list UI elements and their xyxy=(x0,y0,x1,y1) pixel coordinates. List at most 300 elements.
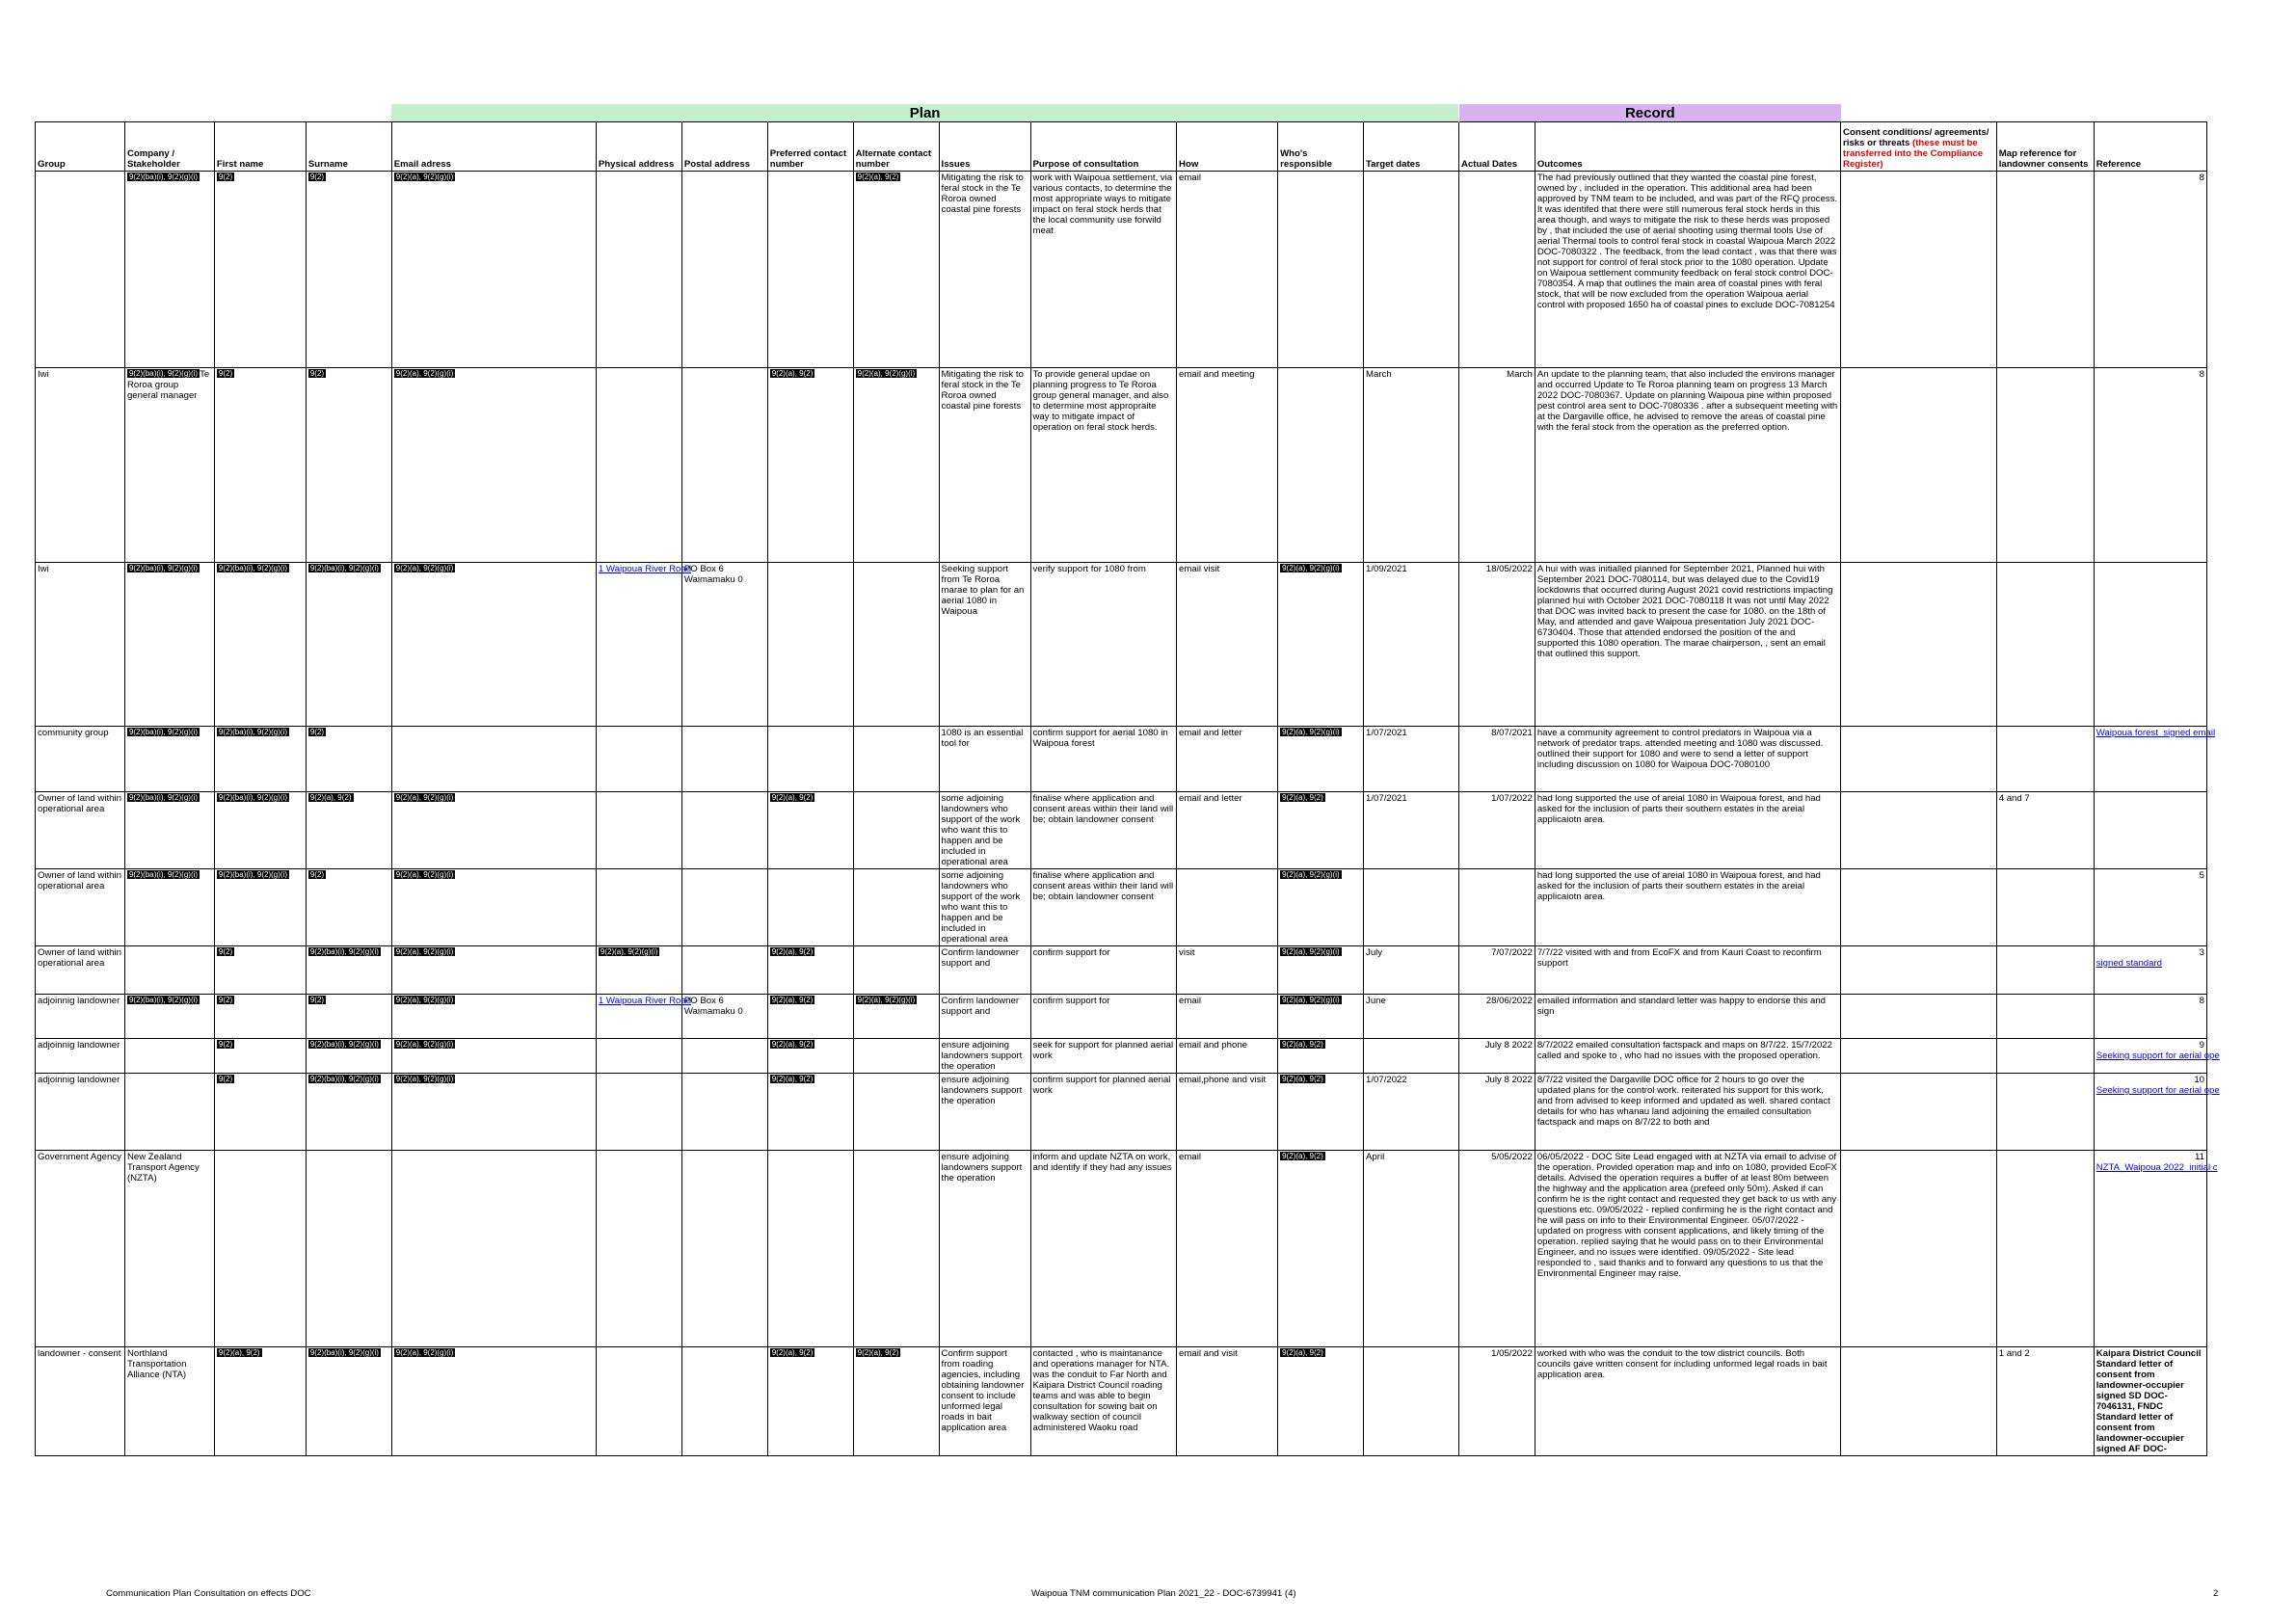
cell-map-reference xyxy=(1996,869,2094,946)
cell-actual-dates xyxy=(1459,172,1535,368)
cell-email xyxy=(391,727,596,792)
cell-company xyxy=(124,869,214,946)
cell-target-dates-text: March xyxy=(1366,369,1392,380)
cell-purpose-text: contacted , who is maintanance and operations manager for NTA. was the conduit to Far North and Kaipara District Council roading teams and was able to begin consultation for sowing bait on walkway section of council administered Waoku road xyxy=(1032,1348,1170,1433)
cell-how xyxy=(1177,946,1278,995)
table-row xyxy=(36,1347,2207,1456)
cell-actual-dates xyxy=(1459,1151,1535,1347)
cell-email xyxy=(391,1039,596,1074)
redaction-block: 9(2)(ba)(i), 9(2)(g)(i) xyxy=(128,173,199,181)
cell-whos-responsible xyxy=(1278,727,1364,792)
reference-link[interactable]: Seeking support for aerial ope xyxy=(2096,1051,2220,1061)
cell-preferred-contact xyxy=(767,172,853,368)
cell-whos-responsible xyxy=(1278,1074,1364,1151)
cell-reference xyxy=(2094,1039,2220,1074)
cell-company-text: New Zealand Transport Agency (NZTA) xyxy=(126,1152,200,1184)
reference-number: 10 xyxy=(2194,1075,2204,1085)
cell-preferred-contact xyxy=(767,792,853,869)
cell-issues-text: Mitigating the risk to feral stock in the Te Roroa owned coastal pine forests xyxy=(941,173,1024,215)
cell-issues xyxy=(939,1151,1030,1347)
cell-alternate-contact xyxy=(853,1039,939,1074)
redaction-block: 9(2)(a), 9(2)(g)(i) xyxy=(600,947,658,956)
cell-target-dates-text: 1/07/2021 xyxy=(1366,728,1407,738)
cell-company xyxy=(124,1074,214,1151)
cell-outcomes xyxy=(1535,792,1840,869)
redaction-block: 9(2)(a), 9(2)(g)(i) xyxy=(857,369,916,378)
cell-physical-address xyxy=(596,792,681,869)
cell-alternate-contact xyxy=(853,1151,939,1347)
cell-alternate-contact xyxy=(853,946,939,995)
cell-consent xyxy=(1841,1039,1997,1074)
cell-map-reference xyxy=(1996,368,2094,563)
redaction-block: 9(2)(a), 9(2)(g)(i) xyxy=(395,870,454,879)
cell-alternate-contact xyxy=(853,368,939,563)
cell-outcomes-text: 06/05/2022 - DOC Site Lead engaged with at NZTA via email to advise of the operation. Provided operation map and info on 1080, provided EcoFX details. Advised the operation requires a buffer of at least 80m between the highway and the application area (prefeed only 50m). Asked if can confirm he is the right contact and requested they get back to us with any questions etc. 09/05/2022 - replied confirming he is the right contact and he will pass on info to their Environmental Engineer. 05/07/2022 - updated on progress with consent applications, and likely timing of the operation. replied saying that he would pass on to their Environmental Engineer, and no issues were identified. 09/05/2022 - Site lead responded to , said thanks and to forward any questions to us that the Environmental Engineer may raise. xyxy=(1536,1152,1837,1279)
cell-physical-address xyxy=(596,172,681,368)
cell-actual-dates xyxy=(1459,1074,1535,1151)
cell-consent xyxy=(1841,1074,1997,1151)
redaction-block: 9(2) xyxy=(218,173,233,181)
cell-alternate-contact xyxy=(853,995,939,1039)
table-row xyxy=(36,1074,2207,1151)
cell-issues xyxy=(939,792,1030,869)
cell-surname xyxy=(306,727,391,792)
cell-postal-address xyxy=(681,1151,767,1347)
cell-how xyxy=(1177,172,1278,368)
cell-target-dates xyxy=(1364,1074,1459,1151)
cell-how-text: email xyxy=(1179,1152,1201,1162)
cell-actual-dates xyxy=(1459,869,1535,946)
cell-actual-dates xyxy=(1459,727,1535,792)
redaction-block: 9(2)(a), 9(2) xyxy=(309,793,352,802)
cell-outcomes xyxy=(1535,1151,1840,1347)
cell-surname xyxy=(306,563,391,727)
cell-first-name xyxy=(214,727,306,792)
cell-how-text: email,phone and visit xyxy=(1179,1075,1267,1085)
redaction-block: 9(2)(a), 9(2)(g)(i) xyxy=(395,1040,454,1049)
cell-group xyxy=(36,727,125,792)
cell-physical-address-text[interactable]: 1 Waipoua River Road xyxy=(598,564,692,574)
cell-purpose xyxy=(1030,1074,1177,1151)
cell-actual-dates xyxy=(1459,1039,1535,1074)
consent-header-note: (these must be transferred into the Compliance Register) xyxy=(1843,138,1984,170)
col-surname: Surname xyxy=(306,122,391,172)
redaction-block: 9(2) xyxy=(218,1040,233,1049)
cell-reference xyxy=(2094,792,2206,869)
cell-purpose xyxy=(1030,792,1177,869)
cell-physical-address xyxy=(596,995,692,1039)
cell-purpose-text: To provide general updae on planning progress to Te Roroa group general manager, and also to determine most appropraite way to mitigate impact of operation on feral stock herds. xyxy=(1032,369,1169,433)
cell-consent xyxy=(1841,1347,1997,1456)
cell-company xyxy=(124,1151,214,1347)
redaction-block: 9(2)(a), 9(2)(g)(i) xyxy=(395,1348,454,1357)
footer-center: Waipoua TNM communication Plan 2021_22 - DOC-6739941 (4) xyxy=(1031,1588,1296,1599)
cell-surname xyxy=(306,946,391,995)
cell-group xyxy=(36,995,125,1039)
cell-how-text: email and phone xyxy=(1179,1040,1247,1051)
redaction-block: 9(2) xyxy=(309,173,325,181)
col-outcomes: Outcomes xyxy=(1535,122,1840,172)
cell-issues-text: ensure adjoining landowners support the operation xyxy=(941,1075,1023,1106)
cell-issues xyxy=(939,946,1030,995)
cell-first-name xyxy=(214,1039,306,1074)
cell-alternate-contact xyxy=(853,727,939,792)
cell-map-reference xyxy=(1996,995,2094,1039)
redaction-block: 9(2)(a), 9(2) xyxy=(1282,793,1323,802)
cell-email xyxy=(391,946,596,995)
footer-page-number: 2 xyxy=(2213,1588,2219,1599)
cell-actual-dates-text: March xyxy=(1507,369,1533,380)
cell-how xyxy=(1177,368,1278,563)
cell-group-text: Iwi xyxy=(38,369,49,380)
redaction-block: 9(2)(ba)(i), 9(2)(g)(i) xyxy=(128,870,199,879)
cell-target-dates xyxy=(1364,1039,1459,1074)
reference-number: 9 xyxy=(2199,1040,2204,1051)
cell-email xyxy=(391,1347,596,1456)
col-physical-address: Physical address xyxy=(596,122,681,172)
cell-whos-responsible xyxy=(1278,1039,1364,1074)
cell-how-text: email and visit xyxy=(1179,1348,1238,1359)
cell-target-dates-text: July xyxy=(1366,947,1383,958)
cell-company-text: Northland Transportation Alliance (NTA) xyxy=(126,1348,187,1380)
cell-map-reference-text: 4 and 7 xyxy=(1998,793,2030,804)
cell-postal-address xyxy=(681,946,767,995)
redaction-block: 9(2)(ba)(i), 9(2)(g)(i) xyxy=(309,1348,379,1357)
cell-email xyxy=(391,1074,596,1151)
plan-band: Plan xyxy=(391,104,1458,122)
cell-group xyxy=(36,869,125,946)
cell-purpose-text: confirm support for xyxy=(1032,996,1110,1006)
cell-target-dates-text: April xyxy=(1366,1152,1385,1162)
col-how: How xyxy=(1177,122,1278,172)
cell-map-reference xyxy=(1996,1039,2094,1074)
col-consent-conditions xyxy=(1841,122,1997,172)
cell-issues xyxy=(939,869,1030,946)
footer-left: Communication Plan Consultation on effects DOC xyxy=(106,1588,311,1599)
cell-consent xyxy=(1841,172,1997,368)
cell-actual-dates xyxy=(1459,946,1535,995)
cell-map-reference xyxy=(1996,1151,2094,1347)
cell-physical-address xyxy=(596,1151,681,1347)
cell-actual-dates-text: July 8 2022 xyxy=(1484,1075,1533,1085)
cell-alternate-contact xyxy=(853,869,939,946)
cell-target-dates xyxy=(1364,1151,1459,1347)
cell-email xyxy=(391,1151,596,1347)
cell-actual-dates xyxy=(1459,1347,1535,1456)
cell-purpose xyxy=(1030,1347,1177,1456)
cell-consent xyxy=(1841,368,1997,563)
redaction-block: 9(2) xyxy=(218,996,233,1004)
cell-first-name xyxy=(214,792,306,869)
cell-preferred-contact xyxy=(767,727,853,792)
cell-postal-address xyxy=(681,368,767,563)
cell-actual-dates-text: 8/07/2021 xyxy=(1491,728,1533,738)
col-purpose: Purpose of consultation xyxy=(1030,122,1177,172)
col-email: Email adress xyxy=(391,122,596,172)
cell-group xyxy=(36,172,125,368)
cell-purpose-text: verify support for 1080 from xyxy=(1032,564,1146,574)
cell-outcomes-text: An update to the planning team, that also included the environs manager and occurred Update to Te Roroa planning team on progress 13 March 2022 DOC-7080367. Update on planning Waipoua pine within proposed pest control area sent to DOC-7080336 . after a subsequent meeting with at the Dargaville office, he advised to remove the areas of coastal pine with the feral stock from the operation as the preferred option. xyxy=(1536,369,1838,433)
cell-group-text: Iwi xyxy=(38,564,49,574)
cell-actual-dates xyxy=(1459,563,1535,727)
cell-surname xyxy=(306,869,391,946)
cell-reference xyxy=(2094,1074,2220,1151)
redaction-block: 9(2)(ba)(i), 9(2)(g)(i) xyxy=(218,564,287,572)
cell-how-text: email visit xyxy=(1179,564,1220,574)
cell-issues-text: some adjoining landowners who support of the work who want this to happen and be included in operational area xyxy=(941,870,1021,945)
cell-email xyxy=(391,172,596,368)
cell-purpose xyxy=(1030,995,1177,1039)
cell-outcomes xyxy=(1535,368,1840,563)
cell-whos-responsible xyxy=(1278,792,1364,869)
cell-consent xyxy=(1841,563,1997,727)
col-first-name: First name xyxy=(214,122,306,172)
cell-purpose xyxy=(1030,1039,1177,1074)
cell-target-dates xyxy=(1364,869,1459,946)
cell-map-reference xyxy=(1996,563,2094,727)
record-band: Record xyxy=(1459,104,1841,122)
cell-first-name xyxy=(214,563,306,727)
cell-purpose xyxy=(1030,1151,1177,1347)
cell-group-text: Owner of land within operational area xyxy=(38,793,121,814)
cell-physical-address xyxy=(596,1074,681,1151)
cell-issues-text: ensure adjoining landowners support the operation xyxy=(941,1040,1023,1072)
col-postal-address: Postal address xyxy=(681,122,767,172)
cell-postal-address xyxy=(681,727,767,792)
cell-group xyxy=(36,1347,125,1456)
cell-consent xyxy=(1841,869,1997,946)
cell-physical-address xyxy=(596,563,692,727)
reference-link[interactable]: signed standard xyxy=(2096,958,2162,969)
cell-outcomes-text: have a community agreement to control predators in Waipoua via a network of predator traps. attended meeting and 1080 was discussed. outlined their support for 1080 and were to send a letter of support including discussion on 1080 for Waipoua DOC-7080100 xyxy=(1536,728,1824,770)
col-alternate-contact: Alternate contact number xyxy=(853,122,939,172)
cell-how xyxy=(1177,727,1278,792)
cell-issues-text: Seeking support from Te Roroa marae to plan for an aerial 1080 in Waipoua xyxy=(941,564,1025,617)
cell-postal-address xyxy=(681,1039,767,1074)
cell-how xyxy=(1177,869,1278,946)
consent-header-text: Consent conditions/ agreements/ risks or threats xyxy=(1843,127,1989,148)
cell-alternate-contact xyxy=(853,563,939,727)
col-whos-responsible: Who's responsible xyxy=(1278,122,1364,172)
col-company: Company / Stakeholder xyxy=(124,122,214,172)
redaction-block: 9(2)(ba)(i), 9(2)(g)(i) xyxy=(218,870,287,879)
cell-email xyxy=(391,995,596,1039)
cell-outcomes xyxy=(1535,727,1840,792)
cell-issues-text: Confirm landowner support and xyxy=(941,947,1020,969)
cell-how-text: email and letter xyxy=(1179,793,1242,804)
col-group: Group xyxy=(36,122,125,172)
redaction-block: 9(2)(a), 9(2) xyxy=(1282,1040,1323,1049)
cell-consent xyxy=(1841,995,1997,1039)
cell-outcomes-text: had long supported the use of areial 1080 in Waipoua forest, and had asked for the inclusion of parts their southern estates in the areial applicaiotn area. xyxy=(1536,793,1821,825)
cell-consent xyxy=(1841,946,1997,995)
cell-how xyxy=(1177,995,1278,1039)
redaction-block: 9(2)(ba)(i), 9(2)(g)(i) xyxy=(309,947,379,956)
table-row xyxy=(36,172,2207,368)
cell-physical-address xyxy=(596,946,681,995)
cell-preferred-contact xyxy=(767,995,853,1039)
cell-postal-address xyxy=(681,995,767,1039)
cell-outcomes-text: 8/7/22 visited the Dargaville DOC office for 2 hours to go over the updated plans for the control work. reiterated his support for this work, and from advised to keep informed and updated as well. shared contact details for who has whanau land adjoining the emailed consultation factspack and maps on 8/7/22 to both and xyxy=(1536,1075,1830,1128)
table-row xyxy=(36,1039,2207,1074)
cell-postal-address xyxy=(681,172,767,368)
cell-surname xyxy=(306,1074,391,1151)
cell-actual-dates xyxy=(1459,368,1535,563)
cell-target-dates-text: 1/07/2022 xyxy=(1366,1075,1407,1085)
cell-surname xyxy=(306,995,391,1039)
cell-purpose xyxy=(1030,946,1177,995)
redaction-block: 9(2) xyxy=(218,1075,233,1083)
redaction-block: 9(2)(a), 9(2)(g)(i) xyxy=(857,996,916,1004)
cell-how-text: visit xyxy=(1179,947,1195,958)
cell-outcomes-text: 7/7/22 visited with and from EcoFX and from Kauri Coast to reconfirm support xyxy=(1536,947,1822,969)
cell-postal-address xyxy=(681,1347,767,1456)
cell-preferred-contact xyxy=(767,1039,853,1074)
cell-consent xyxy=(1841,727,1997,792)
cell-surname xyxy=(306,1151,391,1347)
cell-reference xyxy=(2094,946,2206,995)
cell-outcomes xyxy=(1535,172,1840,368)
redaction-block: 9(2)(a), 9(2) xyxy=(1282,1348,1323,1357)
cell-physical-address xyxy=(596,1039,681,1074)
redaction-block: 9(2)(a), 9(2)(g)(i) xyxy=(395,564,454,572)
cell-whos-responsible xyxy=(1278,946,1364,995)
cell-issues-text: some adjoining landowners who support of the work who want this to happen and be included in operational area xyxy=(941,793,1021,867)
cell-how xyxy=(1177,792,1278,869)
redaction-block: 9(2)(a), 9(2) xyxy=(1282,1075,1323,1083)
table-row xyxy=(36,995,2207,1039)
cell-purpose-text: confirm support for aerial 1080 in Waipoua forest xyxy=(1032,728,1168,749)
cell-company xyxy=(124,172,214,368)
cell-reference xyxy=(2094,563,2206,727)
cell-outcomes-text: 8/7/2022 emailed consultation factspack and maps on 8/7/22. 15/7/2022 called and spoke to , who had no issues with the proposed operation. xyxy=(1536,1040,1832,1061)
cell-actual-dates-text: 1/05/2022 xyxy=(1491,1348,1533,1359)
cell-target-dates xyxy=(1364,563,1459,727)
cell-outcomes-text: had long supported the use of areial 1080 in Waipoua forest, and had asked for the inclusion of parts their southern estates in the areial applicaiotn area. xyxy=(1536,870,1821,902)
cell-issues xyxy=(939,727,1030,792)
reference-number: 8 xyxy=(2199,369,2204,380)
cell-physical-address xyxy=(596,727,681,792)
cell-actual-dates-text: 5/05/2022 xyxy=(1491,1152,1533,1162)
redaction-block: 9(2) xyxy=(309,996,325,1004)
cell-outcomes-text: emailed information and standard letter was happy to endorse this and sign xyxy=(1536,996,1826,1017)
cell-outcomes xyxy=(1535,563,1840,727)
cell-company xyxy=(124,995,214,1039)
cell-purpose xyxy=(1030,368,1177,563)
cell-group-text: adjoinnig landowner xyxy=(38,1040,120,1051)
redaction-block: 9(2)(ba)(i), 9(2)(g)(i) xyxy=(128,793,199,802)
redaction-block: 9(2) xyxy=(309,870,325,879)
cell-email xyxy=(391,869,596,946)
cell-group-text: landowner - consent xyxy=(38,1348,121,1359)
cell-whos-responsible xyxy=(1278,172,1364,368)
cell-issues xyxy=(939,1039,1030,1074)
cell-group-text: adjoinnig landowner xyxy=(38,1075,120,1085)
redaction-block: 9(2)(ba)(i), 9(2)(g)(i) xyxy=(309,564,379,572)
cell-whos-responsible xyxy=(1278,1347,1364,1456)
spreadsheet xyxy=(35,104,2220,1456)
cell-company xyxy=(124,1347,214,1456)
cell-preferred-contact xyxy=(767,946,853,995)
cell-alternate-contact xyxy=(853,172,939,368)
cell-group xyxy=(36,1039,125,1074)
cell-how-text: email xyxy=(1179,996,1201,1006)
cell-first-name xyxy=(214,1074,306,1151)
cell-whos-responsible xyxy=(1278,995,1364,1039)
cell-company xyxy=(124,368,214,563)
cell-reference xyxy=(2094,1151,2218,1347)
cell-surname xyxy=(306,792,391,869)
cell-whos-responsible xyxy=(1278,869,1364,946)
cell-outcomes-text: A hui with was initialled planned for September 2021, Planned hui with September 2021 DOC-7080114, but was delayed due to the Covid19 lockdowns that occurred during August 2021 covid restrictions impacting planned hui with October 2021 DOC-7080118 It was not until May 2022 that DOC was invited back to present the case for 1080. on the 18th of May, and attended and gave Waipoua presentation July 2021 DOC-6730404. Those that attended endorsed the position of the and supported this 1080 operation. The marae chairperson, , sent an email that outlined this support. xyxy=(1536,564,1833,659)
redaction-block: 9(2)(a), 9(2)(g)(i) xyxy=(395,1075,454,1083)
cell-company xyxy=(124,563,214,727)
cell-purpose xyxy=(1030,563,1177,727)
cell-preferred-contact xyxy=(767,563,853,727)
col-issues: Issues xyxy=(939,122,1030,172)
cell-issues xyxy=(939,563,1030,727)
reference-link[interactable]: NZTA_Waipoua 2022_initial c xyxy=(2096,1162,2218,1173)
redaction-block: 9(2) xyxy=(218,947,233,956)
cell-outcomes xyxy=(1535,1347,1840,1456)
redaction-block: 9(2) xyxy=(309,728,325,736)
cell-group xyxy=(36,1074,125,1151)
cell-target-dates-text: June xyxy=(1366,996,1386,1006)
reference-link[interactable]: Waipoua forest_signed email xyxy=(2096,728,2216,738)
cell-how xyxy=(1177,1039,1278,1074)
redaction-block: 9(2)(ba)(i), 9(2)(g)(i) xyxy=(309,1075,379,1083)
cell-group-text: Government Agency xyxy=(38,1152,121,1162)
cell-group xyxy=(36,792,125,869)
cell-target-dates xyxy=(1364,172,1459,368)
cell-outcomes xyxy=(1535,995,1840,1039)
reference-link[interactable]: Seeking support for aerial ope xyxy=(2096,1085,2220,1096)
cell-map-reference xyxy=(1996,946,2094,995)
redaction-block: 9(2)(a), 9(2) xyxy=(771,1348,814,1357)
communication-plan-table xyxy=(35,104,2220,1456)
cell-actual-dates xyxy=(1459,995,1535,1039)
cell-map-reference xyxy=(1996,1074,2094,1151)
cell-physical-address xyxy=(596,368,681,563)
redaction-block: 9(2)(a), 9(2) xyxy=(857,1348,899,1357)
cell-postal-address xyxy=(681,1074,767,1151)
cell-issues xyxy=(939,995,1030,1039)
table-row xyxy=(36,946,2207,995)
reference-number: 3 xyxy=(2199,947,2204,958)
cell-email xyxy=(391,368,596,563)
col-actual-dates: Actual Dates xyxy=(1459,122,1535,172)
cell-postal-address xyxy=(681,792,767,869)
cell-physical-address xyxy=(596,1347,681,1456)
redaction-block: 9(2)(ba)(i), 9(2)(g)(i) xyxy=(218,793,287,802)
cell-issues-text: Confirm landowner support and xyxy=(941,996,1020,1017)
redaction-block: 9(2) xyxy=(218,369,233,378)
cell-actual-dates-text: 1/07/2022 xyxy=(1491,793,1533,804)
cell-target-dates-text: 1/07/2021 xyxy=(1366,793,1407,804)
cell-physical-address-text[interactable]: 1 Waipoua River Road xyxy=(598,996,692,1006)
cell-purpose-text: confirm support for xyxy=(1032,947,1110,958)
cell-alternate-contact xyxy=(853,1074,939,1151)
cell-purpose-text: confirm support for planned aerial work xyxy=(1032,1075,1171,1096)
cell-company xyxy=(124,727,214,792)
table-row xyxy=(36,1151,2207,1347)
cell-outcomes xyxy=(1535,869,1840,946)
cell-reference xyxy=(2094,1347,2206,1456)
table-row xyxy=(36,792,2207,869)
reference-number: 5 xyxy=(2199,870,2204,881)
cell-company-text: Te Roroa group general manager xyxy=(126,369,210,401)
cell-purpose-text: seek for support for planned aerial work xyxy=(1032,1040,1174,1061)
